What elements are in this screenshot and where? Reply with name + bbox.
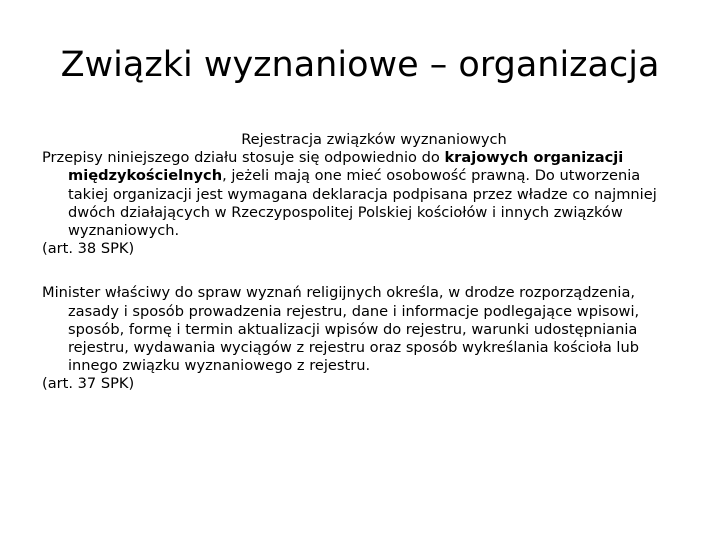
section-spacer xyxy=(42,258,682,284)
slide-content xyxy=(42,131,682,394)
section-heading: Rejestracja związków wyznaniowych xyxy=(241,131,507,148)
section1-text-start: Przepisy niniejszego działu stosuje się odpowiednio do xyxy=(42,149,445,167)
section1-bold-term: krajowych organizacji międzykościelnych xyxy=(68,149,624,185)
slide-title: Związki wyznaniowe – organizacja xyxy=(60,45,660,85)
section2-reference: (art. 37 SPK) xyxy=(42,375,135,393)
section1-reference: (art. 38 SPK) xyxy=(42,240,135,258)
section1-text-end: , jeżeli mają one mieć osobowość prawną. Do utworzenia takiej organizacji jest wymagana deklaracja podpisana przez władze co najmniej dwóch działających w Rzeczypospolitej Polskiej kościołów i innych związków wyznaniowych. xyxy=(68,167,657,240)
section1-paragraph xyxy=(42,149,682,240)
section2-paragraph: Minister właściwy do spraw wyznań religijnych określa, w drodze rozporządzenia, zasady i sposób prowadzenia rejestru, dane i informacje podlegające wpisowi, sposób, formę i termin aktualizacji wpisów do rejestru, warunki udostępniania rejestru, wydawania wyciągów z rejestru oraz sposób wykreślania kościoła lub innego związku wyznaniowego z rejestru. xyxy=(42,284,640,375)
